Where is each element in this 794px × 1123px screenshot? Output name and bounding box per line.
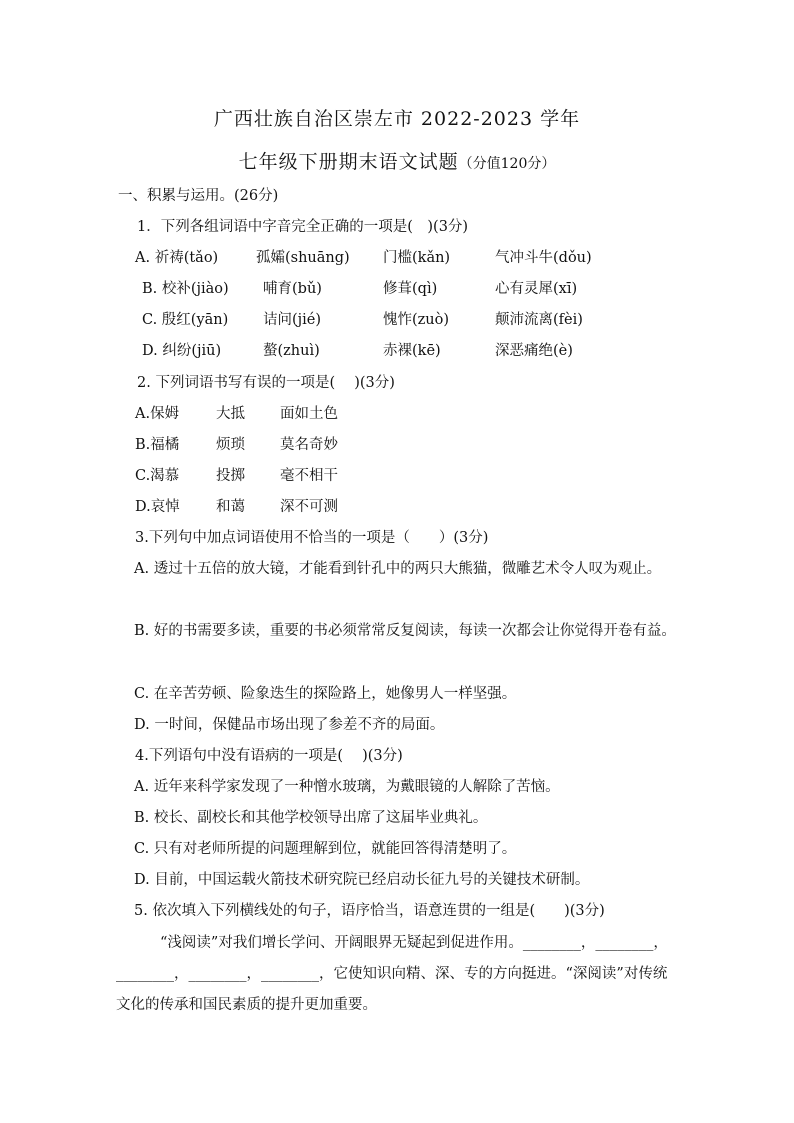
- q4-option-c: C. 只有对老师所提的问题理解到位，就能回答得清楚明了。: [134, 841, 517, 857]
- q3-stem: 3.下列句中加点词语使用不恰当的一项是（ ）(3分): [135, 530, 489, 546]
- q1-a-4: 气冲斗牛(dǒu): [495, 250, 592, 266]
- q1-a-1: A. 祈祷(tǎo): [135, 250, 219, 266]
- q4-option-b: B. 校长、副校长和其他学校领导出席了这届毕业典礼。: [134, 810, 488, 826]
- q2-stem: 2. 下列词语书写有误的一项是( )(3分): [137, 375, 395, 391]
- exam-subtitle-text: 七年级下册期末语文试题: [238, 151, 459, 173]
- q1-a-2: 孤孀(shuāng): [256, 250, 350, 266]
- q2-d-3: 深不可测: [280, 499, 338, 515]
- q2-a-2: 大抵: [216, 406, 245, 422]
- q1-d-4: 深恶痛绝(è): [495, 343, 573, 359]
- q3-option-c: C. 在辛苦劳顿、险象迭生的探险路上，她像男人一样坚强。: [134, 686, 517, 702]
- exam-title: 广西壮族自治区崇左市 2022-2023 学年: [213, 108, 581, 130]
- q1-d-2: 螯(zhuì): [263, 343, 320, 359]
- q2-c-3: 毫不相干: [280, 468, 338, 484]
- q1-c-1: C. 殷红(yān): [142, 312, 229, 328]
- q5-passage: “浅阅读”对我们增长学问、开阔眼界无疑起到促进作用。________，________，________，________，________，它使知识向精、深、专的方向挺进。“深阅读”对传统文化的传承和国民素质的提升更加重要。: [116, 935, 668, 1013]
- q3-option-a: A. 透过十五倍的放大镜，才能看到针孔中的两只大熊猫，微雕艺术令人叹为观止。: [134, 561, 662, 577]
- q1-d-1: D. 纠纷(jiū): [142, 343, 222, 359]
- q1-c-2: 诘问(jié): [263, 312, 322, 328]
- q4-stem: 4.下列语句中没有语病的一项是( )(3分): [135, 748, 403, 764]
- q5-stem: 5. 依次填入下列横线处的句子，语序恰当，语意连贯的一组是( )(3分): [134, 903, 605, 919]
- q1-b-4: 心有灵犀(xī): [495, 281, 578, 297]
- q1-stem: 1．下列各组词语中字音完全正确的一项是( )(3分): [137, 219, 469, 235]
- exam-subtitle: [0, 147, 794, 174]
- q4-option-d: D. 目前，中国运载火箭技术研究院已经启动长征九号的关键技术研制。: [134, 872, 590, 888]
- q2-a-1: A.保姆: [135, 406, 180, 422]
- score-note: （分值120分）: [458, 156, 556, 172]
- q2-b-1: B.福橘: [135, 437, 180, 453]
- q1-c-4: 颠沛流离(fèi): [495, 312, 583, 328]
- q1-a-3: 门槛(kǎn): [383, 250, 451, 266]
- q1-d-3: 赤裸(kē): [383, 343, 441, 359]
- q2-a-3: 面如土色: [280, 406, 338, 422]
- q1-b-1: B. 校补(jiào): [142, 281, 229, 297]
- q1-b-2: 哺育(bǔ): [263, 281, 322, 297]
- q1-c-3: 愧怍(zuò): [383, 312, 450, 328]
- q2-c-1: C.渴慕: [135, 468, 180, 484]
- q2-d-1: D.哀悼: [135, 499, 180, 515]
- q3-option-d: D. 一时间，保健品市场出现了参差不齐的局面。: [134, 717, 445, 733]
- q3-option-b: B. 好的书需要多读，重要的书必须常常反复阅读，每读一次都会让你觉得开卷有益。: [134, 623, 676, 639]
- q1-b-3: 修葺(qì): [383, 281, 438, 297]
- q4-option-a: A. 近年来科学家发现了一种憎水玻璃，为戴眼镜的人解除了苦恼。: [134, 779, 560, 795]
- section-heading: 一、积累与运用。(26分): [118, 188, 279, 204]
- q2-b-2: 烦琐: [216, 437, 245, 453]
- q2-b-3: 莫名奇妙: [280, 437, 338, 453]
- q2-d-2: 和蔼: [216, 499, 245, 515]
- q2-c-2: 投掷: [216, 468, 245, 484]
